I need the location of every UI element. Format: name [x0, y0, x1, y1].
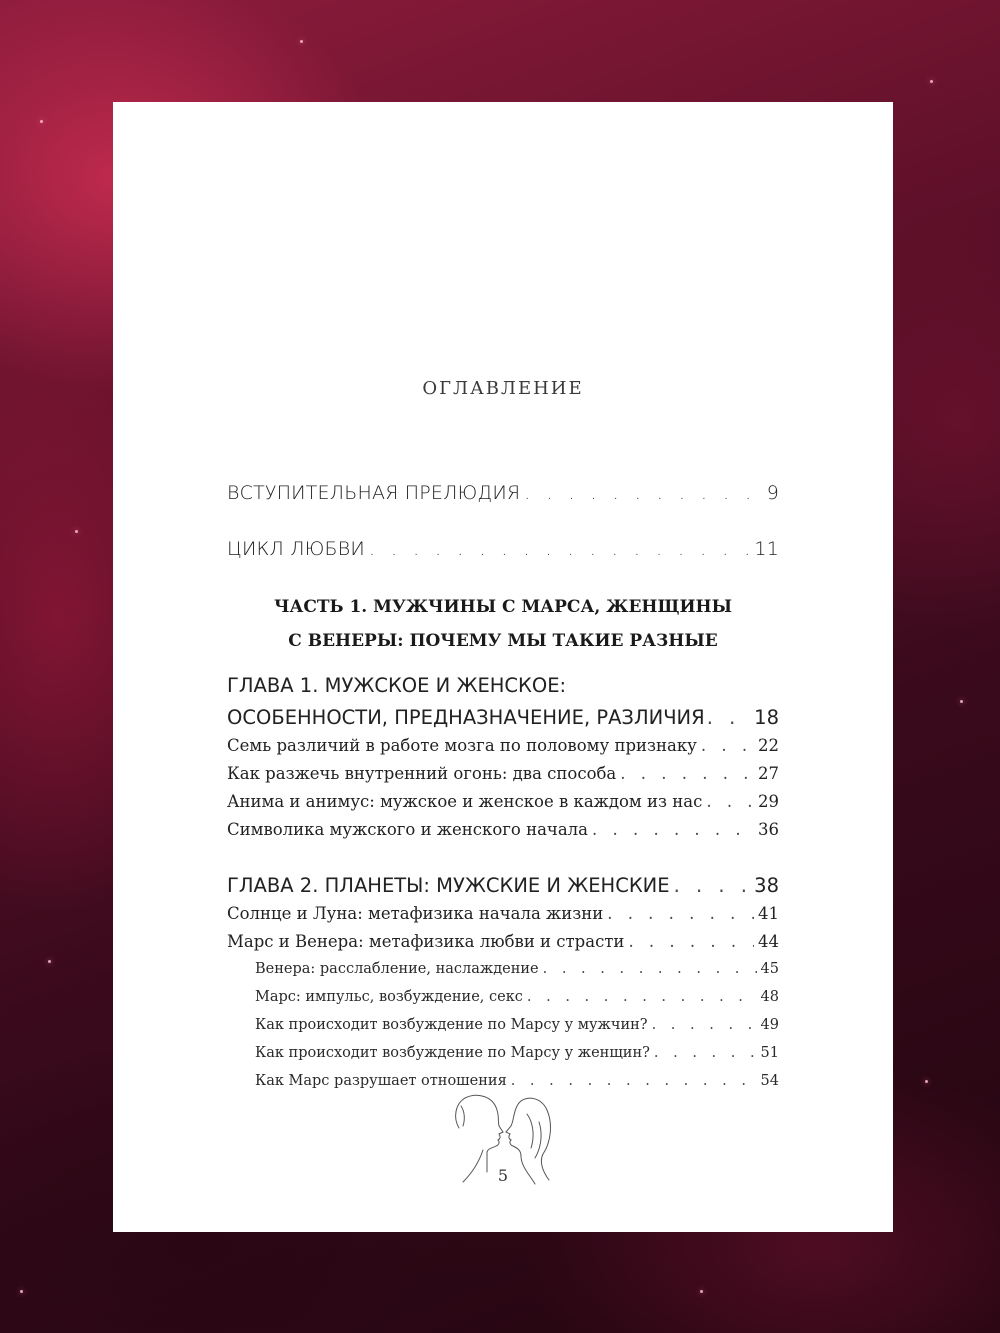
dot-leader [511, 1073, 757, 1089]
toc-entry-label: ЦИКЛ ЛЮБВИ [227, 538, 365, 560]
toc-section-page: 27 [758, 764, 779, 783]
toc-subsection-page: 51 [760, 1045, 779, 1061]
chapter-2-page: 38 [754, 874, 779, 897]
toc-section-label: Семь различий в работе мозга по половому признаку [227, 736, 697, 755]
toc-subsection-page: 49 [760, 1017, 779, 1033]
chapter-1-entry [227, 706, 779, 729]
dot-leader [607, 904, 754, 923]
toc-section-label: Анима и анимус: мужское и женское в каждом из нас [227, 792, 703, 811]
chapter-2-title: ГЛАВА 2. ПЛАНЕТЫ: МУЖСКИЕ И ЖЕНСКИЕ [227, 874, 670, 897]
dot-leader [707, 706, 752, 729]
dot-leader [654, 1045, 757, 1061]
toc-subsection-mars-destroys [255, 1073, 779, 1089]
part-1-title-line-1: ЧАСТЬ 1. МУЖЧИНЫ С МАРСА, ЖЕНЩИНЫ [273, 597, 733, 617]
dot-leader [527, 989, 757, 1005]
toc-subsection-label: Как Марс разрушает отношения [255, 1073, 507, 1089]
toc-subsection-page: 45 [760, 961, 779, 977]
toc-section-mars-venus [227, 932, 779, 951]
toc-section-label: Солнце и Луна: метафизика начала жизни [227, 904, 604, 923]
toc-entry-prelude [227, 482, 779, 504]
dot-leader [543, 961, 757, 977]
toc-subsection-label: Как происходит возбуждение по Марсу у мужчин? [255, 1017, 648, 1033]
toc-section-label: Как разжечь внутренний огонь: два способа [227, 764, 617, 783]
toc-subsection-label: Марс: импульс, возбуждение, секс [255, 989, 523, 1005]
toc-section-brain-differences [227, 736, 779, 755]
toc-title: ОГЛАВЛЕНИЕ [422, 378, 584, 399]
toc-section-label: Марс и Венера: метафизика любви и страсти [227, 932, 625, 951]
toc-section-page: 36 [758, 820, 779, 839]
chapter-1-title-line-1: ГЛАВА 1. МУЖСКОЕ И ЖЕНСКОЕ: [227, 674, 567, 697]
dot-leader [628, 932, 754, 951]
toc-subsection-mars [255, 989, 779, 1005]
toc-subsection-venus [255, 961, 779, 977]
toc-entry-page: 11 [754, 538, 779, 560]
toc-entry-love-cycle [227, 538, 779, 560]
toc-subsection-arousal-women [255, 1045, 779, 1061]
dot-leader [652, 1017, 757, 1033]
part-1-heading [113, 590, 893, 658]
chapter-2-entry [227, 874, 779, 897]
dot-leader [701, 736, 754, 755]
page-number: 5 [497, 1166, 509, 1185]
dot-leader [620, 764, 754, 783]
toc-entry-page: 9 [766, 482, 779, 504]
chapter-1-title-line-2: ОСОБЕННОСТИ, ПРЕДНАЗНАЧЕНИЕ, РАЗЛИЧИЯ [227, 706, 705, 729]
toc-subsection-label: Как происходит возбуждение по Марсу у женщин? [255, 1045, 650, 1061]
toc-section-page: 44 [758, 932, 779, 951]
toc-section-inner-fire [227, 764, 779, 783]
book-page [113, 102, 893, 1232]
toc-section-anima-animus [227, 792, 779, 811]
toc-subsection-page: 48 [760, 989, 779, 1005]
toc-section-symbolism [227, 820, 779, 839]
toc-section-page: 22 [758, 736, 779, 755]
toc-subsection-arousal-men [255, 1017, 779, 1033]
toc-subsection-label: Венера: расслабление, наслаждение [255, 961, 539, 977]
toc-section-sun-moon [227, 904, 779, 923]
toc-section-page: 41 [758, 904, 779, 923]
part-1-title-line-2: С ВЕНЕРЫ: ПОЧЕМУ МЫ ТАКИЕ РАЗНЫЕ [288, 631, 718, 651]
toc-subsection-page: 54 [760, 1073, 779, 1089]
toc-entry-label: ВСТУПИТЕЛЬНАЯ ПРЕЛЮДИЯ [227, 482, 521, 504]
dot-leader [674, 874, 751, 897]
dot-leader [706, 792, 754, 811]
toc-section-page: 29 [758, 792, 779, 811]
dot-leader [369, 538, 751, 560]
toc-section-label: Символика мужского и женского начала [227, 820, 588, 839]
dot-leader [524, 482, 762, 504]
dot-leader [592, 820, 754, 839]
chapter-1-page: 18 [754, 706, 779, 729]
